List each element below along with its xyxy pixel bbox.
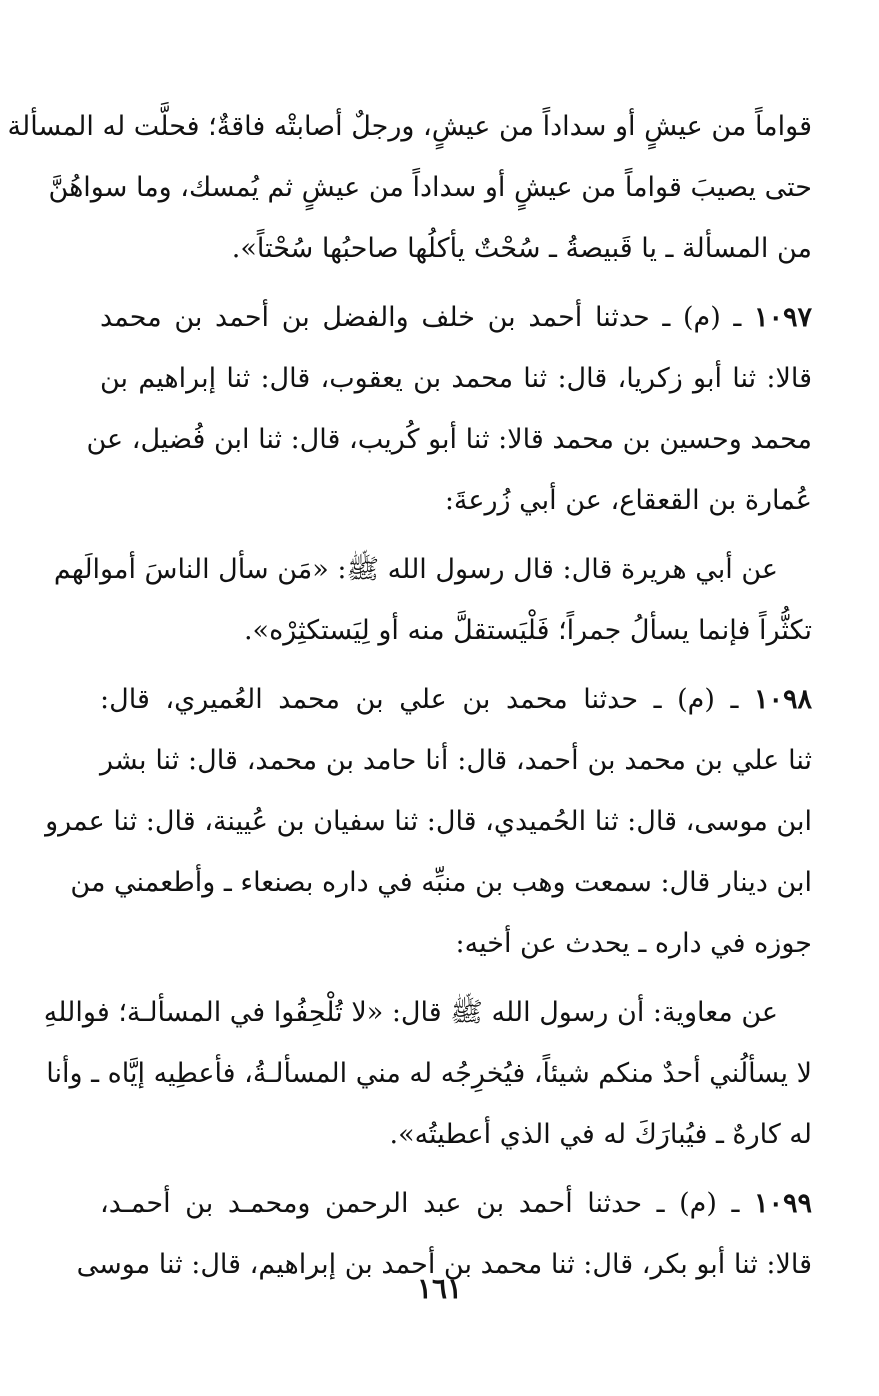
hadith-number: ١٠٩٨ bbox=[753, 684, 812, 715]
text-line: عن أبي هريرة قال: قال رسول الله ﷺ: «مَن سأل الناسَ أموالَهم bbox=[53, 554, 778, 585]
page-number: ١٦١ bbox=[416, 1272, 463, 1305]
text-line: له كارهٌ ـ فيُبارَكَ له في الذي أعطيتُه». bbox=[389, 1119, 812, 1150]
text-line: من المسألة ـ يا قَبيصةُ ـ سُحْتٌ يأكلُها صاحبُها سُحْتاً». bbox=[231, 233, 812, 264]
page-body bbox=[7, 96, 812, 1295]
text-line: قالا: ثنا أبو بكر، قال: ثنا محمد بن أحمد بن إبراهيم، قال: ثنا موسى bbox=[76, 1249, 812, 1280]
text-line: حتى يصيبَ قواماً من عيشٍ أو سداداً من عيشٍ ثم يُمسك، وما سواهُنَّ bbox=[48, 172, 812, 203]
text-line: ـ (م) ـ حدثنا محمد بن علي بن محمد العُميري، قال: bbox=[100, 684, 739, 715]
text-line: ـ (م) ـ حدثنا أحمد بن خلف والفضل بن أحمد بن محمد bbox=[100, 302, 742, 333]
hadith-heading-line bbox=[100, 287, 812, 348]
hadith-number: ١٠٩٩ bbox=[753, 1188, 812, 1219]
text-line: جوزه في داره ـ يحدث عن أخيه: bbox=[455, 928, 812, 959]
text-line: ثنا علي بن محمد بن أحمد، قال: أنا حامد بن محمد، قال: ثنا بشر bbox=[100, 745, 812, 776]
hadith-heading-line bbox=[100, 669, 812, 730]
text-line: ابن موسى، قال: ثنا الحُميدي، قال: ثنا سفيان بن عُيينة، قال: ثنا عمرو bbox=[45, 806, 812, 837]
hadith-heading-line bbox=[100, 1173, 812, 1234]
text-line: ابن دينار قال: سمعت وهب بن منبِّه في داره بصنعاء ـ وأطعمني من bbox=[70, 867, 812, 898]
text-line: لا يسألُني أحدٌ منكم شيئاً، فيُخرِجُه له مني المسألـةُ، فأعطِيه إيَّاه ـ وأنا bbox=[46, 1058, 812, 1089]
text-line: عُمارة بن القعقاع، عن أبي زُرعةَ: bbox=[444, 485, 812, 516]
hadith-number: ١٠٩٧ bbox=[753, 302, 812, 333]
text-line: عن معاوية: أن رسول الله ﷺ قال: «لا تُلْحِفُوا في المسألـة؛ فواللهِ bbox=[43, 997, 778, 1028]
text-line: قالا: ثنا أبو زكريا، قال: ثنا محمد بن يعقوب، قال: ثنا إبراهيم بن bbox=[100, 363, 812, 394]
text-line: قواماً من عيشٍ أو سداداً من عيشٍ، ورجلٌ أصابتْه فاقةٌ؛ فحلَّت له المسألة bbox=[7, 111, 812, 142]
text-line: تكثُّراً فإنما يسألُ جمراً؛ فَلْيَستقلَّ منه أو لِيَستكثِرْه». bbox=[243, 615, 812, 646]
text-line: ـ (م) ـ حدثنا أحمد بن عبد الرحمن ومحمـد بن أحمـد، bbox=[100, 1188, 740, 1219]
text-line: محمد وحسين بن محمد قالا: ثنا أبو كُريب، قال: ثنا ابن فُضيل، عن bbox=[86, 424, 812, 455]
